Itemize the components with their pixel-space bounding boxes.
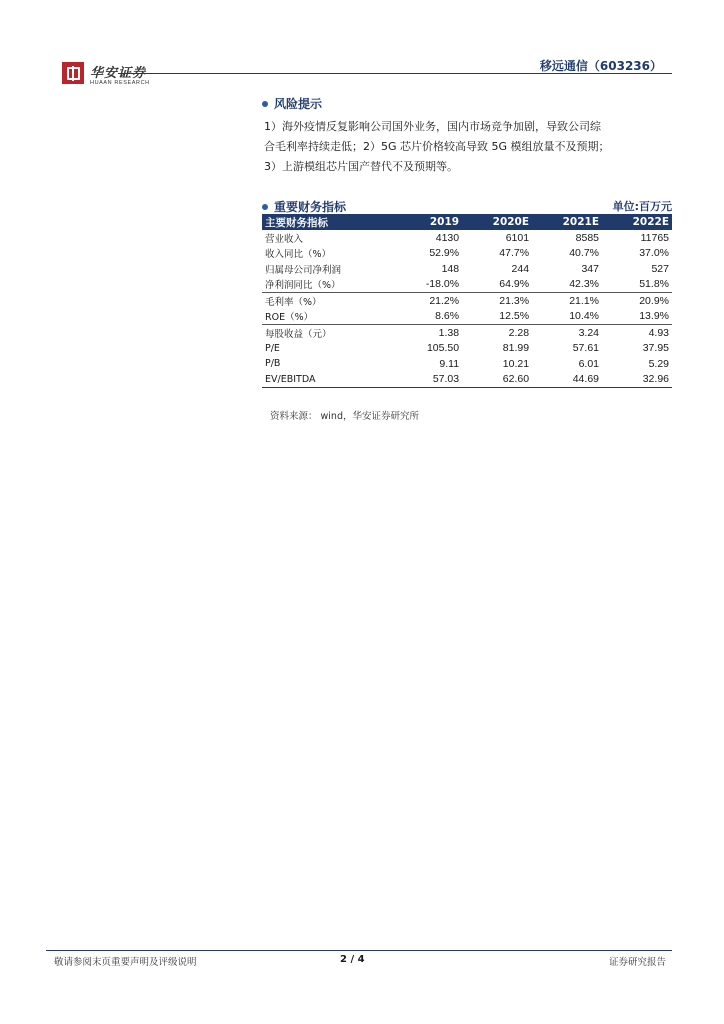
disclaimer-note: 敬请参阅末页重要声明及评级说明	[54, 957, 197, 968]
table-header-row	[262, 214, 672, 230]
report-type: 证券研究报告	[608, 957, 666, 968]
row-label: P/B	[265, 358, 281, 370]
column-header: 主要财务指标	[262, 214, 397, 230]
table-cell: 10.21	[502, 357, 530, 370]
table-cell: 81.99	[502, 342, 530, 355]
table-cell: 21.1%	[569, 294, 599, 307]
table-cell: 5.29	[648, 357, 669, 370]
row-label: 净利润同比（%）	[262, 277, 397, 293]
column-header: 2021E	[532, 214, 602, 230]
unit-label: 单位:百万元	[612, 200, 672, 213]
brand-name-en: HUAAN RESEARCH	[90, 80, 150, 86]
table-cell: 105.50	[426, 342, 460, 355]
table-row	[262, 246, 672, 262]
table-cell: 57.61	[572, 342, 599, 355]
table-cell: 11765	[640, 231, 669, 244]
column-header: 2020E	[462, 214, 532, 230]
page-number: 2 / 4	[340, 954, 365, 965]
table-cell: 2.28	[508, 326, 530, 339]
risk-text	[264, 117, 674, 177]
table-row	[262, 309, 672, 325]
row-label: 归属母公司净利润	[265, 264, 342, 276]
table-cell: 51.8%	[602, 277, 672, 293]
table-cell: 6.01	[578, 357, 599, 370]
header-divider	[118, 73, 672, 74]
risk-line-3: 3）上游模组芯片国产替代不及预期等。	[264, 160, 458, 173]
table-cell: 4130	[435, 231, 460, 244]
table-cell: 52.9%	[429, 247, 460, 260]
table-cell: 37.95	[642, 342, 669, 355]
footer-divider	[46, 950, 672, 951]
risk-heading	[262, 95, 322, 112]
brand-name-cn: 华安证券	[90, 66, 147, 81]
table-cell: 8.6%	[397, 309, 462, 325]
column-header: 2022E	[602, 214, 672, 230]
risk-heading-label: 风险提示	[274, 97, 323, 111]
row-label: 营业收入	[265, 233, 304, 245]
table-row	[262, 277, 672, 293]
report-title: 移远通信（603236）	[539, 59, 662, 73]
table-cell: -18.0%	[397, 277, 462, 293]
table-cell: 44.69	[532, 372, 602, 388]
row-label: P/E	[265, 342, 280, 354]
table-cell: 9.11	[439, 357, 460, 370]
huaan-logo	[62, 62, 84, 84]
table-cell: 20.9%	[639, 294, 669, 307]
bullet-icon	[262, 101, 268, 107]
table-cell: 57.03	[397, 372, 462, 388]
table-row	[262, 356, 672, 372]
risk-line-2: 合毛利率持续走低；2）5G 芯片价格较高导致 5G 模组放量不及预期；	[264, 140, 610, 153]
financials-table	[262, 214, 672, 388]
table-cell: 37.0%	[639, 247, 669, 260]
row-label: EV/EBITDA	[262, 372, 397, 388]
risk-line-1: 1）海外疫情反复影响公司国外业务，国内市场竞争加剧，导致公司综	[264, 120, 601, 133]
table-cell: 4.93	[648, 326, 669, 339]
table-row	[262, 341, 672, 357]
row-label: ROE（%）	[262, 309, 397, 325]
row-label: 毛利率（%）	[265, 296, 322, 308]
table-cell: 40.7%	[569, 247, 599, 260]
table-cell: 6101	[505, 231, 530, 244]
table-cell: 148	[441, 262, 460, 275]
table-cell: 10.4%	[532, 309, 602, 325]
table-cell: 244	[511, 262, 530, 275]
table-cell: 12.5%	[462, 309, 532, 325]
table-cell: 527	[651, 262, 669, 275]
column-header: 2019	[397, 214, 462, 230]
bullet-icon	[262, 204, 268, 210]
table-cell: 8585	[575, 231, 599, 244]
table-row	[262, 372, 672, 388]
financials-heading-label: 重要财务指标	[274, 200, 347, 214]
table-cell: 21.3%	[499, 294, 530, 307]
table-row	[262, 261, 672, 277]
row-label: 每股收益（元）	[265, 328, 332, 340]
table-row	[262, 230, 672, 246]
table-cell: 64.9%	[462, 277, 532, 293]
table-cell: 21.2%	[429, 294, 460, 307]
row-label: 收入同比（%）	[265, 249, 332, 261]
table-cell: 1.38	[438, 326, 460, 339]
table-cell: 62.60	[462, 372, 532, 388]
table-cell: 13.9%	[602, 309, 672, 325]
data-source-note: 资料来源： wind，华安证券研究所	[270, 411, 419, 422]
table-cell: 3.24	[578, 326, 599, 339]
financials-heading	[262, 198, 346, 215]
table-row	[262, 293, 672, 309]
table-cell: 32.96	[602, 372, 672, 388]
table-cell: 47.7%	[499, 247, 530, 260]
table-row	[262, 325, 672, 341]
table-cell: 42.3%	[532, 277, 602, 293]
table-cell: 347	[581, 262, 599, 275]
